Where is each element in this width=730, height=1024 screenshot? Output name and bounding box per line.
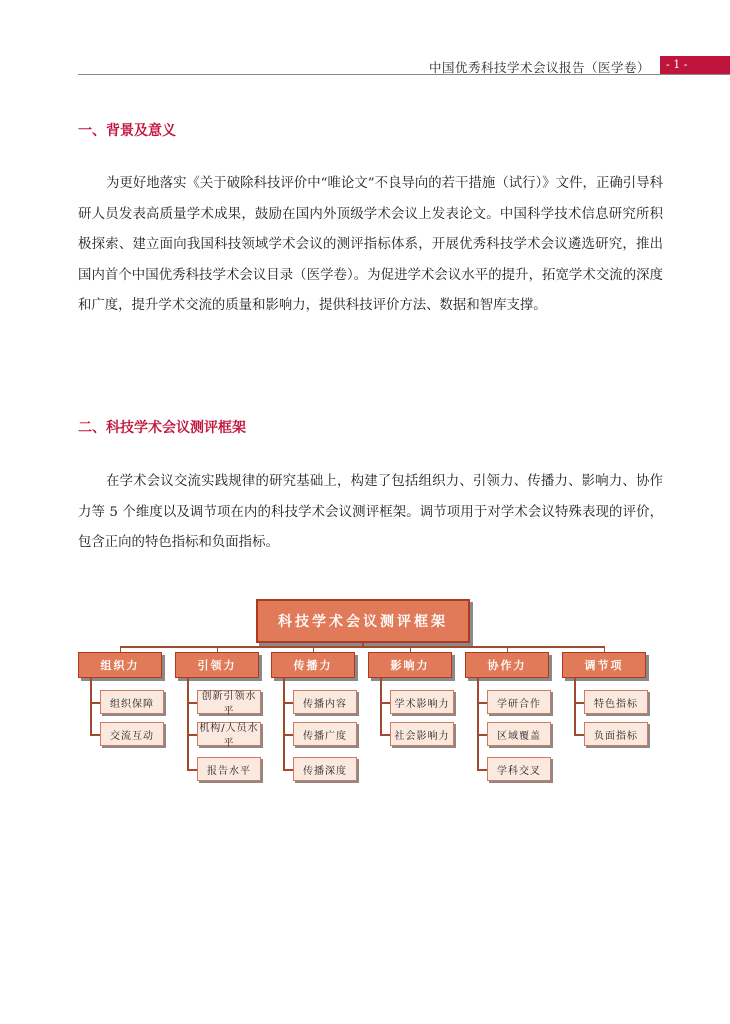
section-heading-framework: 二、科技学术会议测评框架 bbox=[78, 420, 246, 436]
header-title: 中国优秀科技学术会议报告（医学卷） bbox=[428, 60, 650, 75]
indicator-box: 传播深度 bbox=[293, 757, 357, 781]
connector-line bbox=[90, 702, 100, 704]
dimension-box: 传播力 bbox=[271, 652, 355, 678]
indicator-box: 机构/人员水平 bbox=[197, 722, 261, 746]
connector-line bbox=[380, 678, 382, 734]
connector-line bbox=[380, 734, 390, 736]
dimension-box: 引领力 bbox=[175, 652, 259, 678]
paragraph-background: 为更好地落实《关于破除科技评价中“唯论文”不良导向的若干措施（试行）》文件，正确引导科研人员发表高质量学术成果，鼓励在国内外顶级学术会议上发表论文。中国科学技术信息研究所积极探索、建立面向我国科技领域学术会议的测评指标体系，开展优秀科技学术会议遴选研究，推出国内首个中国优秀科技学术会议目录（医学卷）。为促进学术会议水平的提升，拓宽学术交流的深度和广度，提升学术交流的质量和影响力，提供科技评价方法、数据和智库支撑。 bbox=[78, 176, 663, 313]
indicator-box: 组织保障 bbox=[100, 690, 164, 714]
dimension-box: 影响力 bbox=[368, 652, 452, 678]
connector-line bbox=[362, 643, 364, 646]
page-number-badge: - 1 - bbox=[660, 56, 730, 74]
connector-line bbox=[477, 734, 487, 736]
connector-line bbox=[604, 646, 606, 652]
connector-line bbox=[574, 678, 576, 734]
connector-line bbox=[283, 734, 293, 736]
connector-line bbox=[507, 646, 509, 652]
framework-root-box: 科技学术会议测评框架 bbox=[256, 599, 470, 643]
connector-line bbox=[187, 678, 189, 769]
connector-line bbox=[217, 646, 219, 652]
indicator-box: 交流互动 bbox=[100, 722, 164, 746]
connector-line bbox=[187, 769, 197, 771]
connector-line bbox=[120, 646, 604, 648]
connector-line bbox=[380, 702, 390, 704]
indicator-box: 创新引领水平 bbox=[197, 690, 261, 714]
indicator-box: 负面指标 bbox=[584, 722, 648, 746]
connector-line bbox=[283, 769, 293, 771]
indicator-box: 传播内容 bbox=[293, 690, 357, 714]
connector-line bbox=[283, 678, 285, 769]
connector-line bbox=[574, 702, 584, 704]
connector-line bbox=[477, 702, 487, 704]
connector-line bbox=[410, 646, 412, 652]
indicator-box: 报告水平 bbox=[197, 757, 261, 781]
connector-line bbox=[313, 646, 315, 652]
indicator-box: 社会影响力 bbox=[390, 722, 454, 746]
connector-line bbox=[477, 678, 479, 769]
connector-line bbox=[574, 734, 584, 736]
indicator-box: 特色指标 bbox=[584, 690, 648, 714]
dimension-box: 协作力 bbox=[465, 652, 549, 678]
indicator-box: 传播广度 bbox=[293, 722, 357, 746]
connector-line bbox=[477, 769, 487, 771]
connector-line bbox=[187, 702, 197, 704]
connector-line bbox=[90, 678, 92, 734]
connector-line bbox=[120, 646, 122, 652]
connector-line bbox=[187, 734, 197, 736]
connector-line bbox=[283, 702, 293, 704]
dimension-box: 组织力 bbox=[78, 652, 162, 678]
connector-line bbox=[90, 734, 100, 736]
indicator-box: 区域覆盖 bbox=[487, 722, 551, 746]
indicator-box: 学术影响力 bbox=[390, 690, 454, 714]
dimension-box: 调节项 bbox=[562, 652, 646, 678]
indicator-box: 学研合作 bbox=[487, 690, 551, 714]
indicator-box: 学科交叉 bbox=[487, 757, 551, 781]
header-rule bbox=[78, 74, 730, 75]
section-heading-background: 一、背景及意义 bbox=[78, 123, 176, 139]
paragraph-framework: 在学术会议交流实践规律的研究基础上，构建了包括组织力、引领力、传播力、影响力、协作力等 5 个维度以及调节项在内的科技学术会议测评框架。调节项用于对学术会议特殊表现的评价，包含正向的特色指标和负面指标。 bbox=[78, 474, 663, 550]
